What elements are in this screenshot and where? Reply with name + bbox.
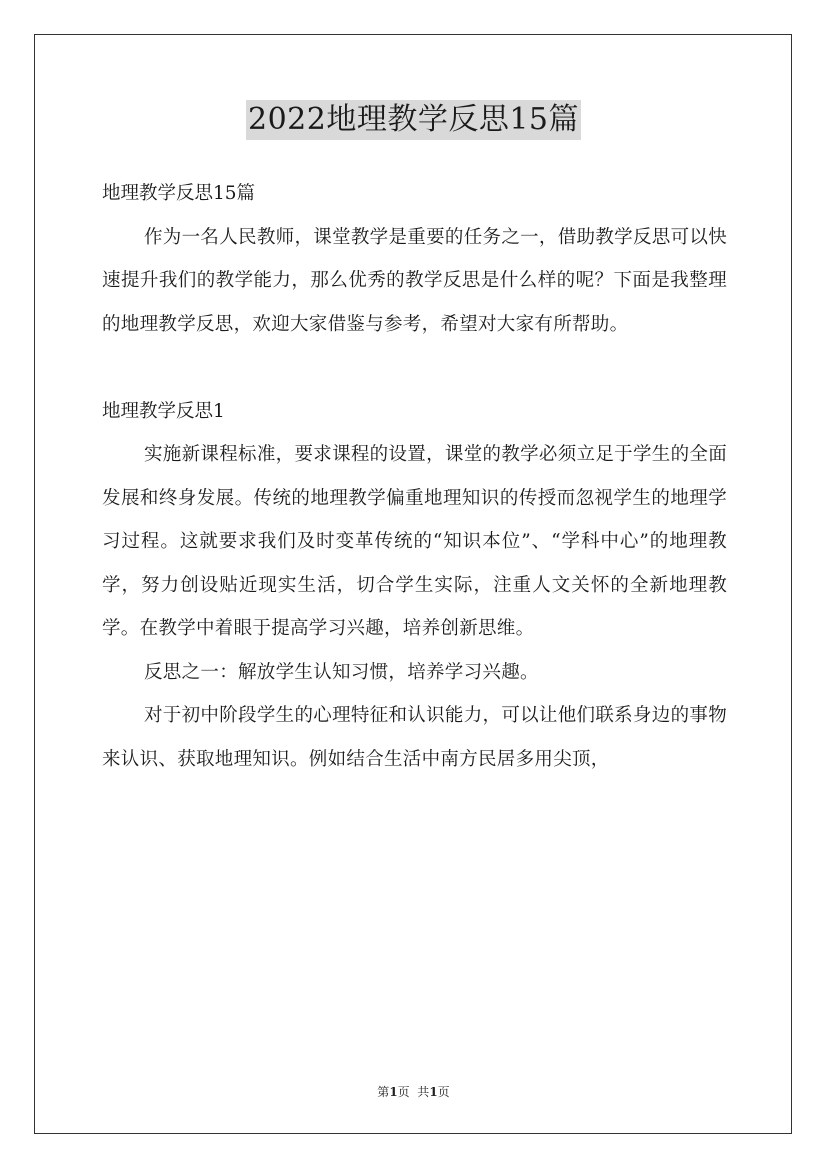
footer-middle: 页 共 (397, 1085, 430, 1099)
blank-line (102, 346, 727, 390)
intro-paragraph: 作为一名人民教师，课堂教学是重要的任务之一，借助教学反思可以快速提升我们的教学能力，那么优秀的教学反思是什么样的呢？下面是我整理的地理教学反思，欢迎大家借鉴与参考，希望对大家有所帮助。 (102, 226, 727, 335)
footer-suffix: 页 (437, 1085, 450, 1099)
intro-heading: 地理教学反思15篇 (102, 183, 256, 204)
page-footer (0, 1084, 827, 1100)
title-container (0, 100, 827, 140)
footer-prefix: 第 (377, 1085, 390, 1099)
section-1-paragraph-3: 对于初中阶段学生的心理特征和认识能力，可以让他们联系身边的事物来认识、获取地理知识。例如结合生活中南方民居多用尖顶， (102, 705, 727, 770)
document-body (102, 172, 727, 781)
document-title: 2022地理教学反思15篇 (246, 100, 581, 140)
footer-page-number: 1 (389, 1085, 398, 1099)
section-1-paragraph-1: 实施新课程标准，要求课程的设置，课堂的教学必须立足于学生的全面发展和终身发展。传统的地理教学偏重地理知识的传授而忽视学生的地理学习过程。这就要求我们及时变革传统的“知识本位”、“学科中心”的地理教学，努力创设贴近现实生活，切合学生实际，注重人文关怀的全新地理教学。在教学中着眼于提高学习兴趣，培养创新思维。 (102, 444, 727, 639)
section-heading-1: 地理教学反思1 (102, 400, 225, 422)
footer-total-pages: 1 (429, 1085, 438, 1099)
section-1-paragraph-2: 反思之一：解放学生认知习惯，培养学习兴趣。 (144, 661, 539, 683)
